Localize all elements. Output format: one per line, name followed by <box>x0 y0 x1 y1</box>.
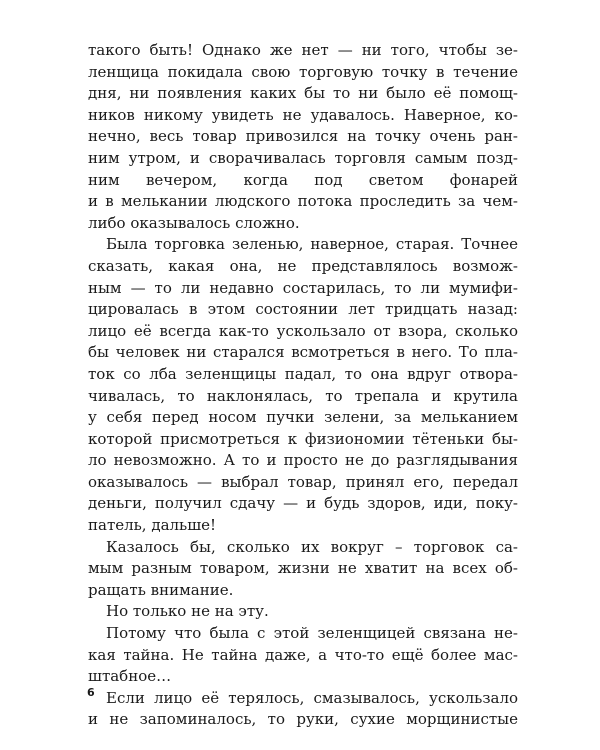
text-line: мым разным товаром, жизни не хватит на всех об- <box>88 559 518 578</box>
text-line: Если лицо её терялось, смазывалось, ускользало <box>106 688 518 707</box>
text-line: ток со лба зеленщицы падал, то она вдруг отвора- <box>88 364 518 383</box>
text-line: которой присмотреться к физиономии тётеньки бы- <box>88 429 518 448</box>
text-line: ло невозможно. А то и просто не до разглядывания <box>88 451 518 470</box>
text-line: ным — то ли недавно состарилась, то ли мумифи- <box>88 278 518 297</box>
text-line: чивалась, то наклонялась, то трепала и крутила <box>88 386 518 405</box>
text-line: либо оказывалось сложно. <box>88 213 300 232</box>
text-line: бы человек ни старался всмотреться в него. То пла- <box>88 343 518 362</box>
text-line: сказать, какая она, не представлялось возмож- <box>88 256 518 275</box>
text-line: деньги, получил сдачу — и будь здоров, иди, поку- <box>88 494 518 513</box>
text-line: Казалось бы, сколько их вокруг – торговок са- <box>106 537 518 556</box>
text-line: кая тайна. Не тайна даже, а что-то ещё более мас- <box>88 645 518 664</box>
text-line: нечно, весь товар привозился на точку очень ран- <box>88 127 518 146</box>
text-line: ращать внимание. <box>88 580 234 599</box>
text-line: Но только не на эту. <box>106 602 269 621</box>
text-line: ним вечером, когда под светом фонарей <box>88 170 518 189</box>
text-line: и не запоминалось, то руки, сухие морщинистые <box>88 710 518 729</box>
text-line: ленщица покидала свою торговую точку в течение <box>88 62 518 81</box>
text-line: патель, дальше! <box>88 516 217 535</box>
text-line: Потому что была с этой зеленщицей связана не- <box>106 624 518 643</box>
text-line: такого быть! Однако же нет — ни того, чтобы зе- <box>88 41 518 59</box>
text-line: дня, ни появления каких бы то ни было её помощ- <box>88 84 518 103</box>
text-line: оказывалось — выбрал товар, принял его, передал <box>88 472 518 491</box>
text-line: цировалась в этом состоянии лет тридцать назад: <box>88 300 518 319</box>
text-line: и в мелькании людского потока проследить за чем- <box>88 192 518 211</box>
text-line: штабное… <box>88 667 172 686</box>
page-number: 6 <box>87 686 95 699</box>
text-line: ников никому увидеть не удавалось. Наверное, ко- <box>88 105 518 124</box>
text-line: ним утром, и сворачивалась торговля самым позд- <box>88 148 518 167</box>
text-line: у себя перед носом пучки зелени, за мельканием <box>88 408 518 427</box>
text-line: Была торговка зеленью, наверное, старая. Точнее <box>106 235 518 254</box>
text-line: лицо её всегда как-то ускользало от взора, сколько <box>88 321 518 340</box>
page-body <box>88 40 518 731</box>
